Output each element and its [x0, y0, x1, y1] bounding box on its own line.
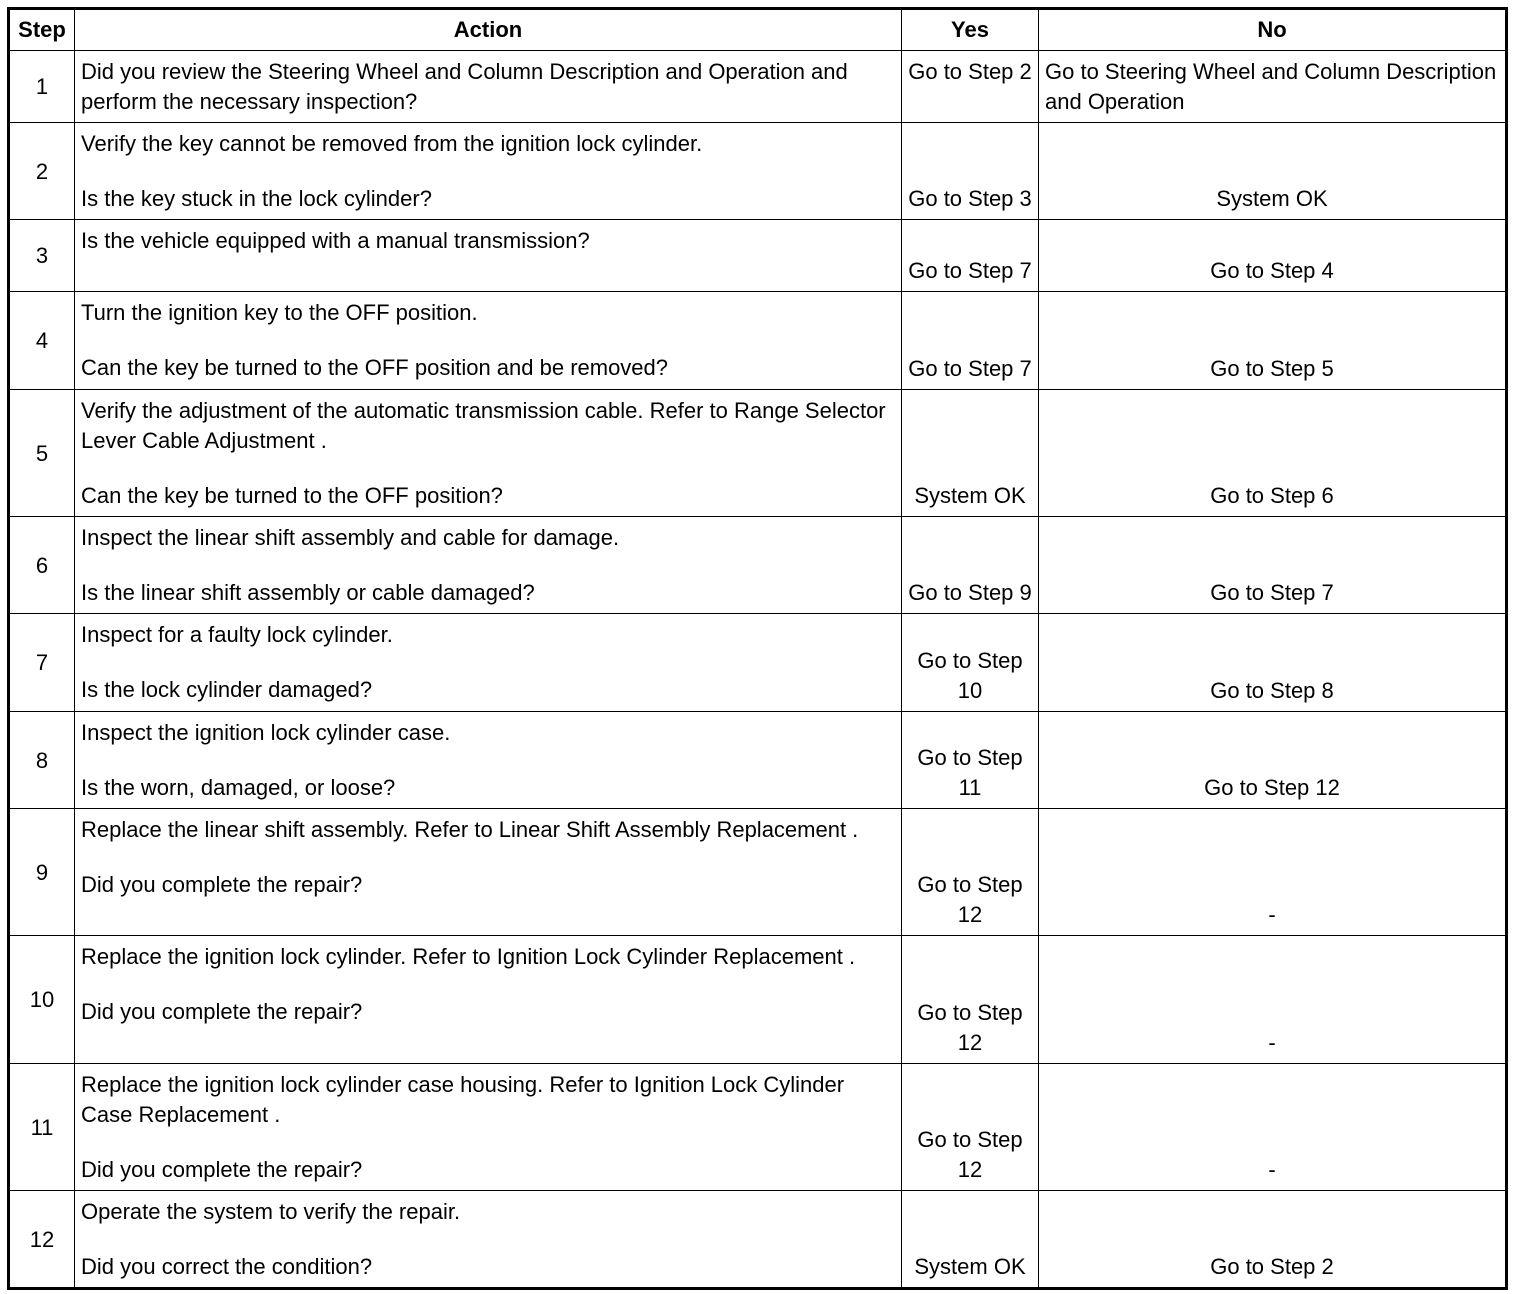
action-cell [75, 1191, 902, 1289]
action-paragraph: Is the linear shift assembly or cable damaged? [81, 580, 535, 605]
no-cell: - [1039, 936, 1507, 1064]
step-cell: 2 [9, 123, 75, 220]
yes-cell: Go to Step 10 [902, 614, 1039, 712]
no-cell: Go to Step 6 [1039, 390, 1507, 517]
table-row [9, 1191, 1507, 1289]
action-paragraph: Is the lock cylinder damaged? [81, 677, 373, 702]
no-cell: Go to Steering Wheel and Column Description and Operation [1039, 51, 1507, 123]
action-paragraph: Did you complete the repair? [81, 1157, 363, 1182]
table-row [9, 712, 1507, 809]
action-paragraph: Inspect the ignition lock cylinder case. [81, 720, 451, 745]
action-paragraph: Replace the ignition lock cylinder. Refer to Ignition Lock Cylinder Replacement . [81, 944, 856, 969]
yes-cell: Go to Step 7 [902, 220, 1039, 292]
step-cell: 3 [9, 220, 75, 292]
yes-cell: Go to Step 12 [902, 1064, 1039, 1191]
step-cell: 1 [9, 51, 75, 123]
action-paragraph: Can the key be turned to the OFF position and be removed? [81, 355, 669, 380]
no-cell: Go to Step 5 [1039, 292, 1507, 390]
step-cell: 9 [9, 809, 75, 936]
table-row [9, 614, 1507, 712]
step-cell: 4 [9, 292, 75, 390]
no-cell: - [1039, 1064, 1507, 1191]
action-paragraph: Inspect for a faulty lock cylinder. [81, 622, 393, 647]
action-paragraph: Did you review the Steering Wheel and Column Description and Operation and perform the necessary inspection? [81, 59, 848, 114]
step-cell: 6 [9, 517, 75, 614]
action-paragraph: Verify the key cannot be removed from the ignition lock cylinder. [81, 131, 703, 156]
action-paragraph: Turn the ignition key to the OFF position. [81, 300, 478, 325]
no-cell: Go to Step 12 [1039, 712, 1507, 809]
action-cell [75, 712, 902, 809]
action-cell [75, 220, 902, 292]
header-action: Action [75, 9, 902, 51]
yes-cell: Go to Step 9 [902, 517, 1039, 614]
no-cell: Go to Step 2 [1039, 1191, 1507, 1289]
action-paragraph: Replace the linear shift assembly. Refer to Linear Shift Assembly Replacement . [81, 817, 859, 842]
action-paragraph: Can the key be turned to the OFF position? [81, 483, 503, 508]
header-row [9, 9, 1507, 51]
action-cell [75, 614, 902, 712]
header-step: Step [9, 9, 75, 51]
no-cell: System OK [1039, 123, 1507, 220]
no-cell: Go to Step 7 [1039, 517, 1507, 614]
action-paragraph: Operate the system to verify the repair. [81, 1199, 461, 1224]
yes-cell: System OK [902, 1191, 1039, 1289]
yes-cell: Go to Step 2 [902, 51, 1039, 123]
action-cell [75, 809, 902, 936]
no-cell: - [1039, 809, 1507, 936]
action-cell [75, 51, 902, 123]
action-cell [75, 292, 902, 390]
no-cell: Go to Step 8 [1039, 614, 1507, 712]
table-row [9, 517, 1507, 614]
action-cell [75, 517, 902, 614]
action-paragraph: Inspect the linear shift assembly and cable for damage. [81, 525, 620, 550]
table-row [9, 809, 1507, 936]
action-cell [75, 1064, 902, 1191]
action-cell [75, 936, 902, 1064]
action-cell [75, 123, 902, 220]
step-cell: 7 [9, 614, 75, 712]
table-row [9, 936, 1507, 1064]
header-no: No [1039, 9, 1507, 51]
action-paragraph: Is the key stuck in the lock cylinder? [81, 186, 432, 211]
action-cell [75, 390, 902, 517]
no-cell: Go to Step 4 [1039, 220, 1507, 292]
action-paragraph: Did you complete the repair? [81, 999, 363, 1024]
table-row [9, 220, 1507, 292]
step-cell: 12 [9, 1191, 75, 1289]
table-row [9, 390, 1507, 517]
step-cell: 10 [9, 936, 75, 1064]
yes-cell: System OK [902, 390, 1039, 517]
table-row [9, 51, 1507, 123]
action-paragraph: Is the worn, damaged, or loose? [81, 775, 396, 800]
header-yes: Yes [902, 9, 1039, 51]
yes-cell: Go to Step 7 [902, 292, 1039, 390]
action-paragraph: Did you correct the condition? [81, 1254, 373, 1279]
step-cell: 5 [9, 390, 75, 517]
step-cell: 8 [9, 712, 75, 809]
step-cell: 11 [9, 1064, 75, 1191]
action-paragraph: Replace the ignition lock cylinder case housing. Refer to Ignition Lock Cylinder Case Replacement . [81, 1072, 845, 1127]
table-row [9, 123, 1507, 220]
table-row [9, 292, 1507, 390]
yes-cell: Go to Step 12 [902, 809, 1039, 936]
table-row [9, 1064, 1507, 1191]
action-paragraph: Did you complete the repair? [81, 872, 363, 897]
diagnostic-table [7, 7, 1508, 1290]
action-paragraph: Verify the adjustment of the automatic transmission cable. Refer to Range Selector Lever Cable Adjustment . [81, 398, 886, 453]
action-paragraph: Is the vehicle equipped with a manual transmission? [81, 228, 590, 253]
yes-cell: Go to Step 3 [902, 123, 1039, 220]
yes-cell: Go to Step 11 [902, 712, 1039, 809]
yes-cell: Go to Step 12 [902, 936, 1039, 1064]
